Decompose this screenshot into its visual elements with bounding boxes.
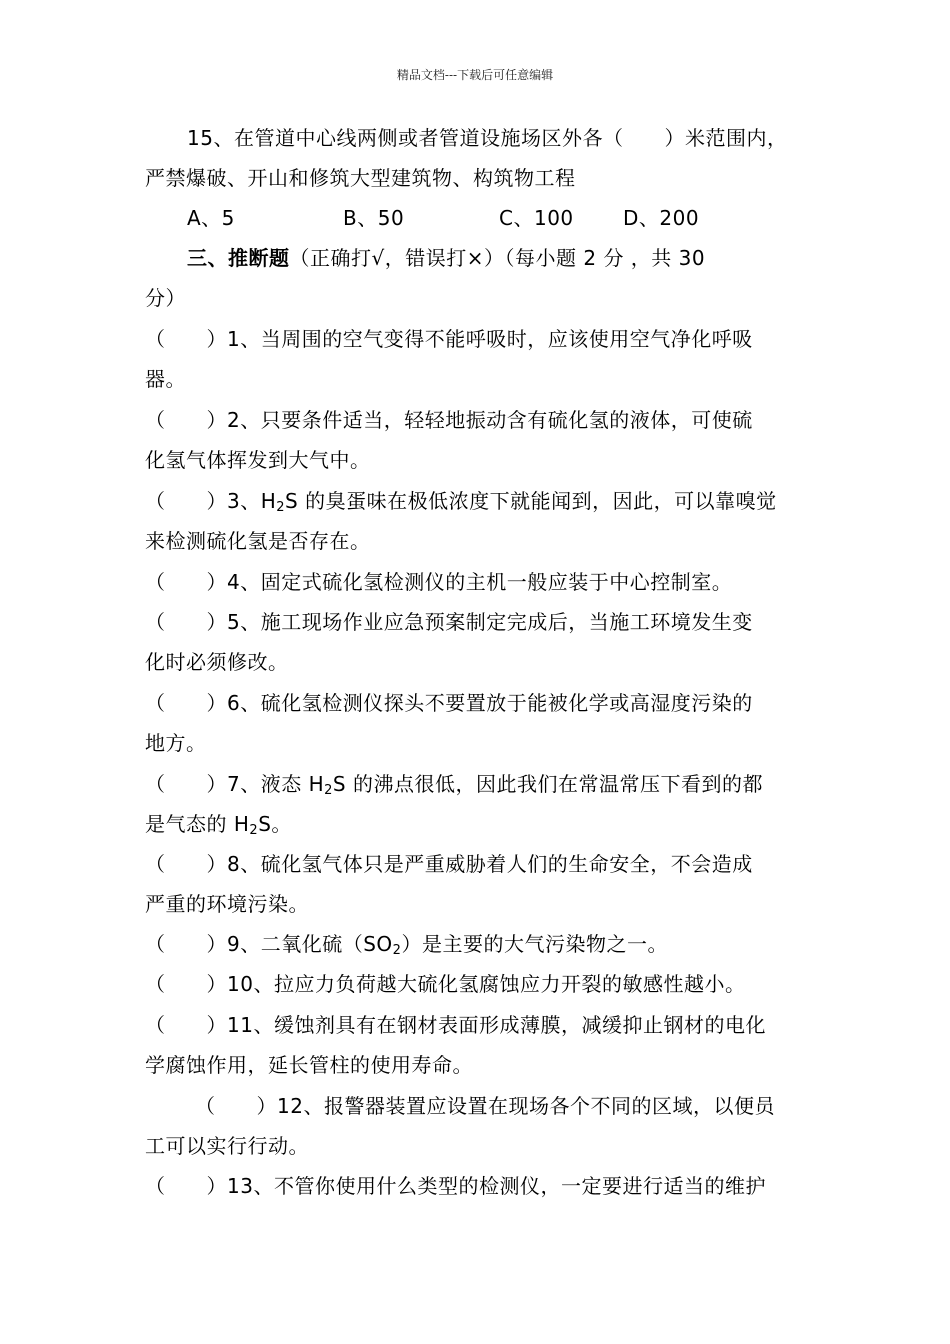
- page-header: 精品文档---下载后可任意编辑: [396, 68, 554, 82]
- item-1-line-2: 器。: [145, 367, 186, 391]
- item-7-text-d: S。: [258, 812, 292, 836]
- item-8-line-1: （ ）8、硫化氢气体只是严重威胁着人们的生命安全，不会造成: [145, 852, 753, 876]
- q15-options: [187, 205, 867, 231]
- item-9: [145, 931, 825, 964]
- item-11-line-2: 学腐蚀作用，延长管柱的使用寿命。: [145, 1053, 473, 1077]
- item-7-line-2: [145, 811, 825, 844]
- q15-option-a: A、5: [187, 206, 235, 230]
- item-9-text-a: （ ）9、二氧化硫（SO: [145, 932, 393, 956]
- item-9-text-b: ）是主要的大气污染物之一。: [401, 932, 668, 956]
- item-10: （ ）10、拉应力负荷越大硫化氢腐蚀应力开裂的敏感性越小。: [145, 972, 746, 996]
- q15-line-2: 严禁爆破、开山和修筑大型建筑物、构筑物工程: [145, 166, 576, 190]
- item-7-subscript: 2: [324, 783, 333, 798]
- item-8-line-2: 严重的环境污染。: [145, 892, 309, 916]
- item-12-line-2: 工可以实行行动。: [145, 1134, 309, 1158]
- item-2-line-2: 化氢气体挥发到大气中。: [145, 448, 371, 472]
- item-3-subscript: 2: [276, 500, 286, 515]
- item-3-text-a: （ ）3、H: [145, 489, 277, 513]
- section-3-heading: [187, 245, 867, 271]
- item-7-subscript-2: 2: [249, 823, 259, 838]
- section-3-rules-cont: 分）: [145, 286, 186, 310]
- item-1-line-1: （ ）1、当周围的空气变得不能呼吸时，应该使用空气净化呼吸: [145, 327, 753, 351]
- item-3-text-b: S 的臭蛋味在极低浓度下就能闻到，因此，可以靠嗅觉: [285, 489, 777, 513]
- q15-option-b: B、50: [343, 206, 405, 230]
- item-3-line-2: 来检测硫化氢是否存在。: [145, 529, 371, 553]
- q15-line-1: 15、在管道中心线两侧或者管道设施场区外各（ ）米范围内，: [187, 126, 788, 150]
- item-7-line-1: [145, 771, 825, 804]
- item-7-text-b: S 的沸点很低，因此我们在常温常压下看到的都: [332, 772, 763, 796]
- item-7-text-a: （ ）7、液态 H: [145, 772, 325, 796]
- item-6-line-1: （ ）6、硫化氢检测仪探头不要置放于能被化学或高湿度污染的: [145, 691, 753, 715]
- section-3-rules: （正确打√，错误打×）（每小题 2 分 ，共 30: [289, 246, 706, 270]
- item-5-line-2: 化时必须修改。: [145, 650, 289, 674]
- q15-option-c: C、100: [499, 206, 574, 230]
- item-13-line-1: （ ）13、不管你使用什么类型的检测仪，一定要进行适当的维护: [145, 1174, 766, 1198]
- item-4: （ ）4、固定式硫化氢检测仪的主机一般应装于中心控制室。: [145, 570, 733, 594]
- section-3-title: 三、推断题: [187, 246, 290, 270]
- item-6-line-2: 地方。: [145, 731, 207, 755]
- q15-option-d: D、200: [623, 206, 700, 230]
- item-7-text-c: 是气态的 H: [145, 812, 250, 836]
- item-3-line-1: [145, 488, 825, 521]
- item-12-line-1: （ ）12、报警器装置应设置在现场各个不同的区域，以便员: [195, 1094, 775, 1118]
- item-11-line-1: （ ）11、缓蚀剂具有在钢材表面形成薄膜，减缓抑止钢材的电化: [145, 1013, 766, 1037]
- item-2-line-1: （ ）2、只要条件适当，轻轻地振动含有硫化氢的液体，可使硫: [145, 408, 753, 432]
- item-5-line-1: （ ）5、施工现场作业应急预案制定完成后，当施工环境发生变: [145, 610, 753, 634]
- item-9-subscript: 2: [392, 943, 402, 958]
